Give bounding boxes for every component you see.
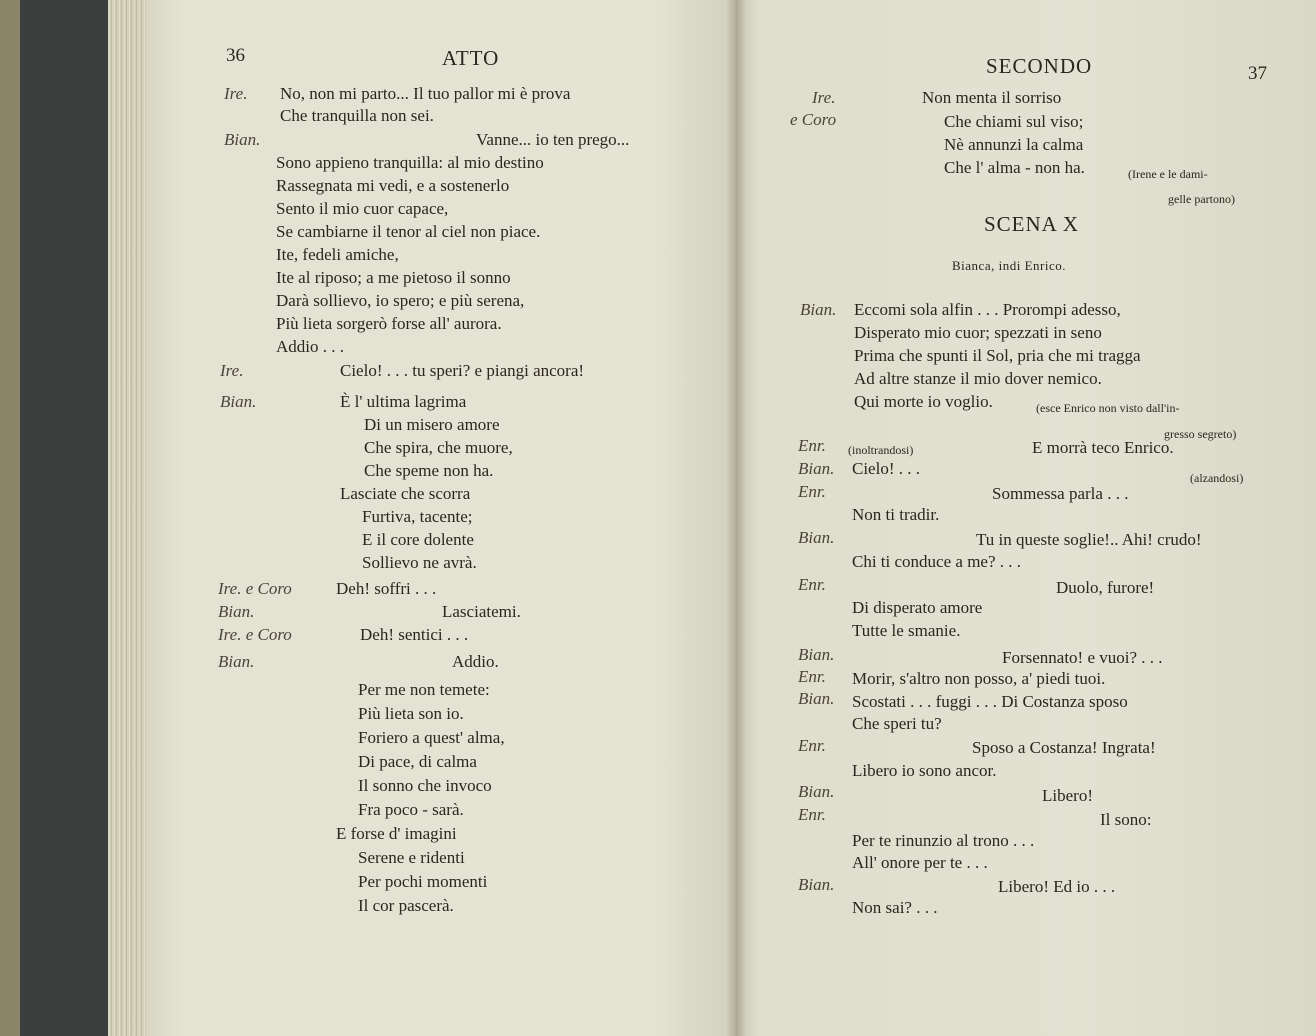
- right-page: [736, 0, 1316, 1036]
- speaker: Ire. e Coro: [218, 579, 292, 598]
- verse-line: Per me non temete:: [358, 680, 490, 699]
- verse-line: Duolo, furore!: [1056, 578, 1155, 597]
- verse-line: Non ti tradir.: [852, 505, 940, 524]
- verse-line: Tutte le smanie.: [852, 621, 961, 640]
- verse-line: Il cor pascerà.: [358, 896, 454, 915]
- verse-line: Che tranquilla non sei.: [280, 106, 434, 125]
- verse-line: E forse d' imagini: [336, 824, 457, 843]
- speaker: Bian.: [220, 392, 257, 411]
- speaker: Ire. e Coro: [218, 625, 292, 644]
- verse-line: Eccomi sola alfin . . . Prorompi adesso,: [854, 300, 1121, 319]
- verse-line: Libero! Ed io . . .: [998, 877, 1116, 896]
- verse-line: Qui morte io voglio.: [854, 392, 993, 411]
- verse-line: Foriero a quest' alma,: [358, 728, 505, 747]
- verse-line: Sposo a Costanza! Ingrata!: [972, 738, 1156, 757]
- verse-line: Lasciate che scorra: [340, 484, 471, 503]
- speaker: Enr.: [798, 736, 826, 755]
- speaker: e Coro: [790, 110, 837, 129]
- stage-direction: gelle partono): [1168, 192, 1235, 206]
- verse-line: Il sonno che invoco: [358, 776, 492, 795]
- speaker: Ire.: [220, 361, 244, 380]
- verse-line: Per te rinunzio al trono . . .: [852, 831, 1035, 850]
- speaker: Bian.: [798, 528, 835, 547]
- scene-characters: Bianca, indi Enrico.: [952, 258, 1066, 273]
- verse-line: Ad altre stanze il mio dover nemico.: [854, 369, 1102, 388]
- verse-line: Libero io sono ancor.: [852, 761, 997, 780]
- verse-line: Che chiami sul viso;: [944, 112, 1084, 131]
- page-number: 37: [1248, 63, 1267, 84]
- verse-line: Ite al riposo; a me pietoso il sonno: [276, 268, 511, 287]
- speaker: Bian.: [218, 652, 255, 671]
- verse-line: Forsennato! e vuoi? . . .: [1002, 648, 1163, 667]
- speaker: Enr.: [798, 667, 826, 686]
- stage-direction: gresso segreto): [1164, 427, 1237, 441]
- page-number: 36: [226, 45, 245, 66]
- speaker: Bian.: [798, 689, 835, 708]
- speaker: Bian.: [798, 782, 835, 801]
- speaker: Enr.: [798, 436, 826, 455]
- verse-line: Che l' alma - non ha.: [944, 158, 1085, 177]
- verse-line: Addio . . .: [276, 337, 344, 356]
- verse-line: È l' ultima lagrima: [340, 392, 467, 411]
- verse-line: Sommessa parla . . .: [992, 484, 1129, 503]
- stage-direction: (Irene e le dami-: [1128, 167, 1208, 181]
- verse-line: Addio.: [452, 652, 499, 671]
- stage-direction: (alzandosi): [1190, 471, 1244, 485]
- speaker: Bian.: [798, 645, 835, 664]
- speaker: Bian.: [800, 300, 837, 319]
- running-head: ATTO: [442, 46, 500, 70]
- verse-line: All' onore per te . . .: [852, 853, 988, 872]
- verse-line: Il sono:: [1100, 810, 1152, 829]
- verse-line: Furtiva, tacente;: [362, 507, 473, 526]
- verse-line: Deh! soffri . . .: [336, 579, 437, 598]
- verse-line: Chi ti conduce a me? . . .: [852, 552, 1022, 571]
- verse-line: Disperato mio cuor; spezzati in seno: [854, 323, 1102, 342]
- verse-line: Che speri tu?: [852, 714, 942, 733]
- verse-line: Deh! sentici . . .: [360, 625, 469, 644]
- background-left: [0, 0, 20, 1036]
- speaker: Bian.: [218, 602, 255, 621]
- verse-line: Più lieta son io.: [358, 704, 464, 723]
- verse-line: Vanne... io ten prego...: [476, 130, 630, 149]
- verse-line: E il core dolente: [362, 530, 474, 549]
- speaker: Enr.: [798, 482, 826, 501]
- stage-direction: (esce Enrico non visto dall'in-: [1036, 401, 1180, 415]
- verse-line: Non sai? . . .: [852, 898, 938, 917]
- verse-line: Scostati . . . fuggi . . . Di Costanza sposo: [852, 692, 1128, 711]
- verse-line: Non menta il sorriso: [922, 88, 1062, 107]
- stage-direction: (inoltrandosi): [848, 443, 914, 457]
- verse-line: Rassegnata mi vedi, e a sostenerlo: [276, 176, 510, 195]
- scene-title: SCENA X: [984, 212, 1080, 236]
- speaker: Bian.: [224, 130, 261, 149]
- left-page: [146, 0, 736, 1036]
- verse-line: Nè annunzi la calma: [944, 135, 1084, 154]
- speaker: Enr.: [798, 805, 826, 824]
- verse-line: Più lieta sorgerò forse all' aurora.: [276, 314, 502, 333]
- verse-line: Cielo! . . . tu speri? e piangi ancora!: [340, 361, 585, 380]
- verse-line: Morir, s'altro non posso, a' piedi tuoi.: [852, 669, 1106, 688]
- verse-line: No, non mi parto... Il tuo pallor mi è prova: [280, 84, 571, 103]
- book-gutter: [726, 0, 746, 1036]
- verse-line: E morrà teco Enrico.: [1032, 438, 1174, 457]
- verse-line: Sono appieno tranquilla: al mio destino: [276, 153, 544, 172]
- verse-line: Fra poco - sarà.: [358, 800, 464, 819]
- speaker: Ire.: [812, 88, 836, 107]
- verse-line: Di pace, di calma: [358, 752, 477, 771]
- verse-line: Che spira, che muore,: [364, 438, 513, 457]
- verse-line: Di disperato amore: [852, 598, 983, 617]
- verse-line: Lasciatemi.: [442, 602, 521, 621]
- verse-line: Cielo! . . .: [852, 459, 920, 478]
- background-strip: [20, 0, 112, 1036]
- speaker: Ire.: [224, 84, 248, 103]
- speaker: Bian.: [798, 459, 835, 478]
- verse-line: Per pochi momenti: [358, 872, 488, 891]
- verse-line: Che speme non ha.: [364, 461, 494, 480]
- verse-line: Libero!: [1042, 786, 1093, 805]
- verse-line: Sollievo ne avrà.: [362, 553, 477, 572]
- verse-line: Serene e ridenti: [358, 848, 465, 867]
- verse-line: Tu in queste soglie!.. Ahi! crudo!: [976, 530, 1202, 549]
- speaker: Enr.: [798, 575, 826, 594]
- speaker: Bian.: [798, 875, 835, 894]
- verse-line: Sento il mio cuor capace,: [276, 199, 449, 218]
- running-head: SECONDO: [986, 54, 1093, 78]
- page-edges: [108, 0, 148, 1036]
- verse-line: Ite, fedeli amiche,: [276, 245, 399, 264]
- verse-line: Darà sollievo, io spero; e più serena,: [276, 291, 525, 310]
- verse-line: Prima che spunti il Sol, pria che mi tragga: [854, 346, 1141, 365]
- verse-line: Se cambiarne il tenor al ciel non piace.: [276, 222, 541, 241]
- verse-line: Di un misero amore: [364, 415, 500, 434]
